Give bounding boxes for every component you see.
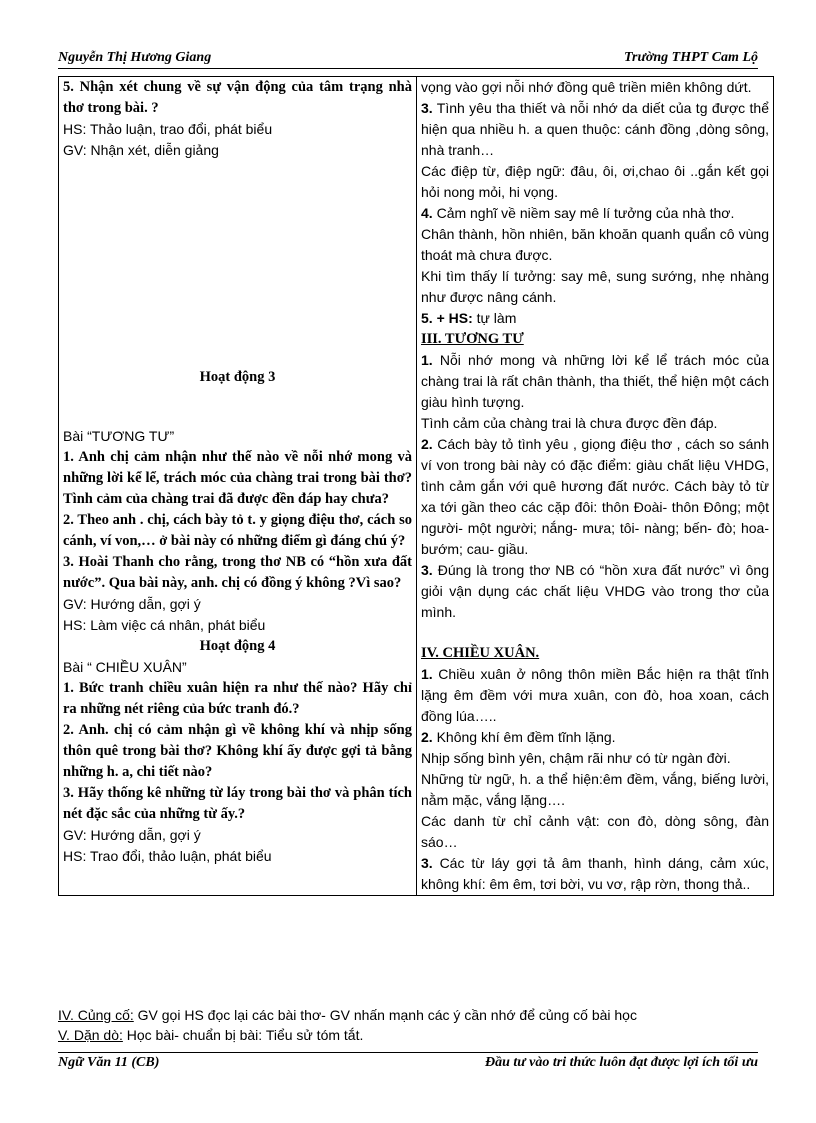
content-line: Tình cảm của chàng trai là chưa được đền đáp.: [421, 415, 718, 431]
consolidation-line: IV. Củng cố: GV gọi HS đọc lại các bài thơ- GV nhấn mạnh các ý cần nhớ để củng cố bài học: [58, 1007, 637, 1023]
activity-3-lesson: Bài “TƯƠNG TƯ”: [63, 428, 175, 444]
content-item-5: 5. + HS: tự làm: [421, 310, 517, 326]
page-header: [58, 50, 758, 70]
content-column: [417, 77, 774, 896]
content-line: Khi tìm thấy lí tưởng: say mê, sung sướng, nhẹ nhàng như được nâng cánh.: [421, 268, 769, 305]
content-line: Nhịp sống bình yên, chậm rãi như có từ ngàn đời.: [421, 750, 731, 766]
section-4-title: IV. CHIỀU XUÂN.: [421, 645, 540, 661]
footer-rule: [58, 1052, 758, 1053]
gv-note: GV: Nhận xét, diễn giảng: [63, 142, 219, 158]
activity-3-gv: GV: Hướng dẫn, gợi ý: [63, 596, 201, 612]
content-line: vọng vào gợi nỗi nhớ đồng quê triền miên không dứt.: [421, 79, 752, 95]
content-line: Những từ ngữ, h. a thể hiện:êm đềm, vắng, biếng lười, nằm mặc, vắng lặng….: [421, 771, 769, 808]
section-4-item-1: 1. Chiều xuân ở nông thôn miền Bắc hiện ra thật tĩnh lặng êm đềm với mưa xuân, con đò, hoa xoan, cách đồng lúa…..: [421, 666, 769, 724]
closing-notes: [58, 1005, 758, 1045]
homework-line: V. Dặn dò: Học bài- chuẩn bị bài: Tiểu sử tóm tắt.: [58, 1027, 364, 1043]
activity-4-title: Hoạt động 4: [199, 638, 276, 654]
footer-subject: Ngữ Văn 11 (CB): [58, 1055, 160, 1070]
content-line: Các điệp từ, điệp ngữ: đâu, ôi, ơi,chao ôi ..gắn kết gọi hỏi nong mỏi, hi vọng.: [421, 163, 769, 200]
question-5: 5. Nhận xét chung về sự vận động của tâm trạng nhà thơ trong bài. ?: [63, 79, 412, 116]
activity-4-hs: HS: Trao đổi, thảo luận, phát biểu: [63, 848, 272, 864]
activity-4-gv: GV: Hướng dẫn, gợi ý: [63, 827, 201, 843]
activity-4-lesson: Bài “ CHIỀU XUÂN”: [63, 659, 187, 675]
activity-4-question-1: 1. Bức tranh chiều xuân hiện ra như thế nào? Hãy chỉ ra những nét riêng của bức tranh đó.?: [63, 680, 412, 717]
section-3-item-3: 3. Đúng là trong thơ NB có “hồn xưa đất nước” vì ông giỏi vận dụng các chất liệu VHDG vào trong thơ của mình.: [421, 562, 769, 620]
teacher-activity-column: [59, 77, 417, 896]
header-author: Nguyễn Thị Hương Giang: [58, 50, 212, 65]
footer-motto: Đầu tư vào tri thức luôn đạt được lợi ích tối ưu: [485, 1055, 758, 1070]
activity-4-question-2: 2. Anh. chị có cảm nhận gì về không khí và nhịp sống thôn quê trong bài thơ? Không khí ấy được gợi tả bằng những h. a, chi tiết nào?: [63, 722, 412, 780]
activity-3-question-2: 2. Theo anh . chị, cách bày tỏ t. y giọng điệu thơ, cách so cánh, ví von,… ở bài này có những điểm gì đáng chú ý?: [63, 512, 412, 549]
content-line: Chân thành, hồn nhiên, băn khoăn quanh quẩn cô vùng thoát mà chưa được.: [421, 226, 769, 263]
content-item-4: 4. Cảm nghĩ về niềm say mê lí tưởng của nhà thơ.: [421, 205, 735, 221]
section-3-item-1: 1. Nỗi nhớ mong và những lời kể lể trách móc của chàng trai là rất chân thành, tha thiết, thể hiện một cách giàu hình tượng.: [421, 352, 769, 410]
hs-note: HS: Thảo luận, trao đổi, phát biểu: [63, 121, 273, 137]
content-line: Các danh từ chỉ cảnh vật: con đò, dòng sông, đàn sáo…: [421, 813, 769, 850]
activity-3-question-3: 3. Hoài Thanh cho rằng, trong thơ NB có “hồn xưa đất nước”. Qua bài này, anh. chị có đồng ý không ?Vì sao?: [63, 554, 412, 591]
activity-4-question-3: 3. Hãy thống kê những từ láy trong bài thơ và phân tích nét đặc sắc của những từ ấy.?: [63, 785, 412, 822]
content-item-3: 3. Tình yêu tha thiết và nỗi nhớ da diết của tg được thể hiện qua nhiều h. a quen thuộc: cánh đồng ,dòng sông, nhà tranh…: [421, 100, 769, 158]
activity-3-hs: HS: Làm việc cá nhân, phát biểu: [63, 617, 266, 633]
lesson-table: [58, 76, 774, 896]
activity-3-question-1: 1. Anh chị cảm nhận như thế nào về nỗi nhớ mong và những lời kể lể, trách móc của chàng trai trong bài thơ? Tình cảm của chàng trai đã được đền đáp hay chưa?: [63, 449, 412, 507]
header-school: Trường THPT Cam Lộ: [624, 50, 758, 65]
header-rule: [58, 68, 758, 69]
section-3-item-2: 2. Cách bày tỏ tình yêu , giọng điệu thơ , cách so sánh ví von trong bài này có đặc điểm: giàu chất liệu VHDG, tình cảm gắn với quê hương đất nước. Cách bày tỏ từ xa tới gần theo các cặp đôi: thôn Đoài- thôn Đông; một người- một người; nắng- mưa; tôi- nàng; bến- đò; hoa- bướm; cau- giầu.: [421, 436, 769, 557]
section-4-item-2: 2. Không khí êm đềm tĩnh lặng.: [421, 729, 616, 745]
activity-3-title: Hoạt động 3: [199, 369, 276, 385]
section-3-title: III. TƯƠNG TƯ: [421, 331, 524, 347]
page-footer: [58, 1055, 758, 1075]
section-4-item-3: 3. Các từ láy gợi tả âm thanh, hình dáng, cảm xúc, không khí: êm êm, tơi bời, vu vơ, rập rờn, thong thả..: [421, 855, 769, 892]
